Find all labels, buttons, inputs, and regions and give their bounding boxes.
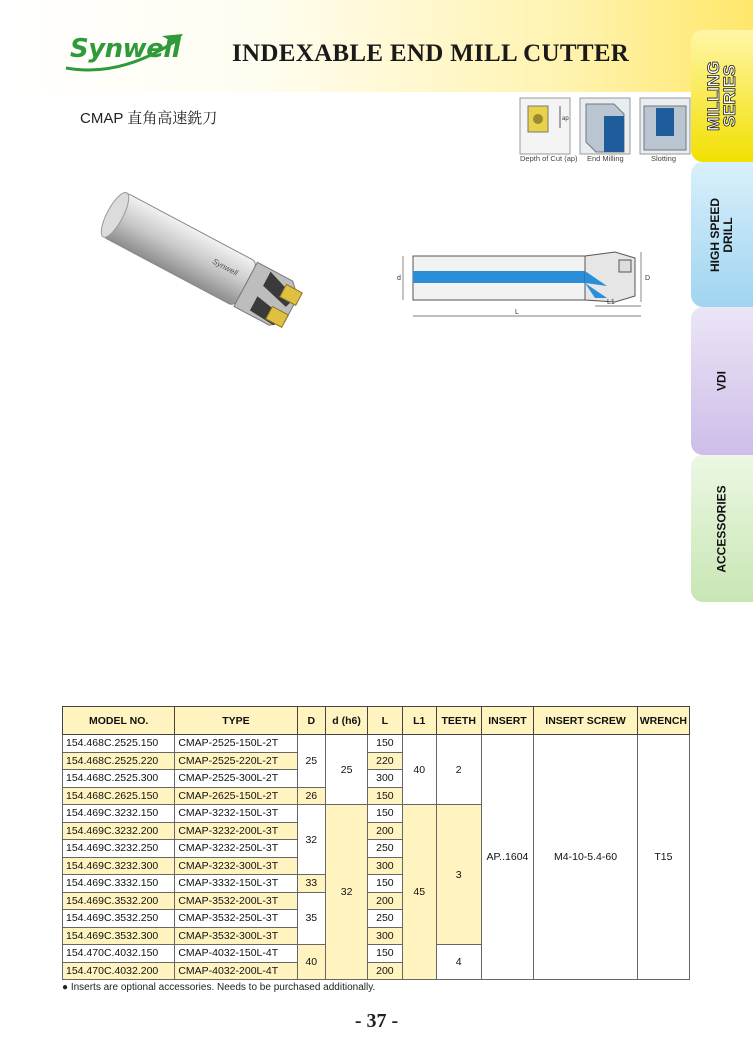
page-title: INDEXABLE END MILL CUTTER [232,40,630,67]
tab-accessories[interactable] [691,455,753,602]
col-insert: INSERT [481,707,534,735]
brand-logo: Synwell [70,34,181,64]
dimension-drawing [385,240,651,320]
tab-vdi-label: VDI [714,370,729,392]
cell-L: 150 [368,787,402,805]
cell-type: CMAP-3532-250L-3T [175,910,297,928]
icon-caption-slotting: Slotting [651,154,677,163]
table-header-row [63,707,690,735]
tab-vdi[interactable] [691,307,753,455]
col-d: d (h6) [326,707,368,735]
cell-d: 32 [326,805,368,980]
cell-model: 154.469C.3232.250 [63,840,175,858]
col-L1: L1 [402,707,436,735]
col-model: MODEL NO. [63,707,175,735]
svg-text:ap: ap [562,116,569,122]
cell-insert: AP..1604 [481,735,534,980]
table-row [63,735,690,753]
cell-D: 32 [297,805,326,875]
cell-teeth: 4 [436,945,481,980]
cell-wrench: T15 [637,735,689,980]
cell-L: 200 [368,962,402,980]
cell-model: 154.469C.3232.200 [63,822,175,840]
cell-D: 35 [297,892,326,945]
tab-milling-label: MILLING SERIES [704,61,739,131]
cell-type: CMAP-3232-200L-3T [175,822,297,840]
cell-D: 40 [297,945,326,980]
tab-drill-label: HIGH SPEED DRILL [708,197,735,272]
page-number: - 37 - [354,1010,399,1032]
cell-L: 250 [368,910,402,928]
cell-D: 26 [297,787,326,805]
col-L: L [368,707,402,735]
cell-type: CMAP-3232-150L-3T [175,805,297,823]
product-subtitle: CMAP 直角高速銑刀 [80,110,218,127]
cell-D: 25 [297,735,326,788]
cell-model: 154.469C.3532.300 [63,927,175,945]
cell-L: 200 [368,822,402,840]
cell-teeth: 2 [436,735,481,805]
cell-model: 154.468C.2525.150 [63,735,175,753]
cell-type: CMAP-3332-150L-3T [175,875,297,893]
tab-high-speed-drill[interactable] [691,162,753,307]
cell-L: 300 [368,770,402,788]
cell-D: 33 [297,875,326,893]
cell-L: 300 [368,927,402,945]
tab-accessories-label: ACCESSORIES [714,484,729,573]
cell-model: 154.468C.2625.150 [63,787,175,805]
dim-D: D [645,275,651,282]
dim-L: L [515,309,519,316]
cell-type: CMAP-2525-300L-2T [175,770,297,788]
cell-model: 154.469C.3232.150 [63,805,175,823]
cell-type: CMAP-3232-300L-3T [175,857,297,875]
icon-caption-depth: Depth of Cut (ap) [520,154,578,163]
cell-d: 25 [326,735,368,805]
cell-model: 154.469C.3532.200 [63,892,175,910]
cell-L: 250 [368,840,402,858]
spec-table [62,706,690,980]
dim-d: d [397,275,401,282]
cell-model: 154.470C.4032.150 [63,945,175,963]
cell-type: CMAP-4032-200L-4T [175,962,297,980]
col-teeth: TEETH [436,707,481,735]
cell-model: 154.469C.3232.300 [63,857,175,875]
cell-type: CMAP-3232-250L-3T [175,840,297,858]
cell-teeth: 3 [436,805,481,945]
cell-L: 150 [368,945,402,963]
tool-engraving: Synwell [210,256,240,278]
cell-L: 150 [368,875,402,893]
cell-L: 200 [368,892,402,910]
cell-type: CMAP-3532-200L-3T [175,892,297,910]
col-D: D [297,707,326,735]
cell-model: 154.469C.3332.150 [63,875,175,893]
cell-type: CMAP-2525-220L-2T [175,752,297,770]
cell-model: 154.470C.4032.200 [63,962,175,980]
cell-model: 154.468C.2525.220 [63,752,175,770]
cell-type: CMAP-4032-150L-4T [175,945,297,963]
cell-L1: 45 [402,805,436,980]
cell-L: 300 [368,857,402,875]
cell-type: CMAP-2625-150L-2T [175,787,297,805]
cell-insert-screw: M4-10-5.4-60 [534,735,637,980]
tab-milling-series[interactable] [691,30,753,162]
col-insert-screw: INSERT SCREW [534,707,637,735]
cell-type: CMAP-3532-300L-3T [175,927,297,945]
footnote: ● Inserts are optional accessories. Needs to be purchased additionally. [62,982,376,993]
cell-model: 154.469C.3532.250 [63,910,175,928]
cell-L: 220 [368,752,402,770]
cell-model: 154.468C.2525.300 [63,770,175,788]
cell-L1: 40 [402,735,436,805]
dim-L1: L1 [607,299,615,306]
cell-L: 150 [368,735,402,753]
col-type: TYPE [175,707,297,735]
col-wrench: WRENCH [637,707,689,735]
end-mill-photo [90,180,320,350]
cell-type: CMAP-2525-150L-2T [175,735,297,753]
icon-caption-end-milling: End Milling [587,154,624,163]
cell-L: 150 [368,805,402,823]
